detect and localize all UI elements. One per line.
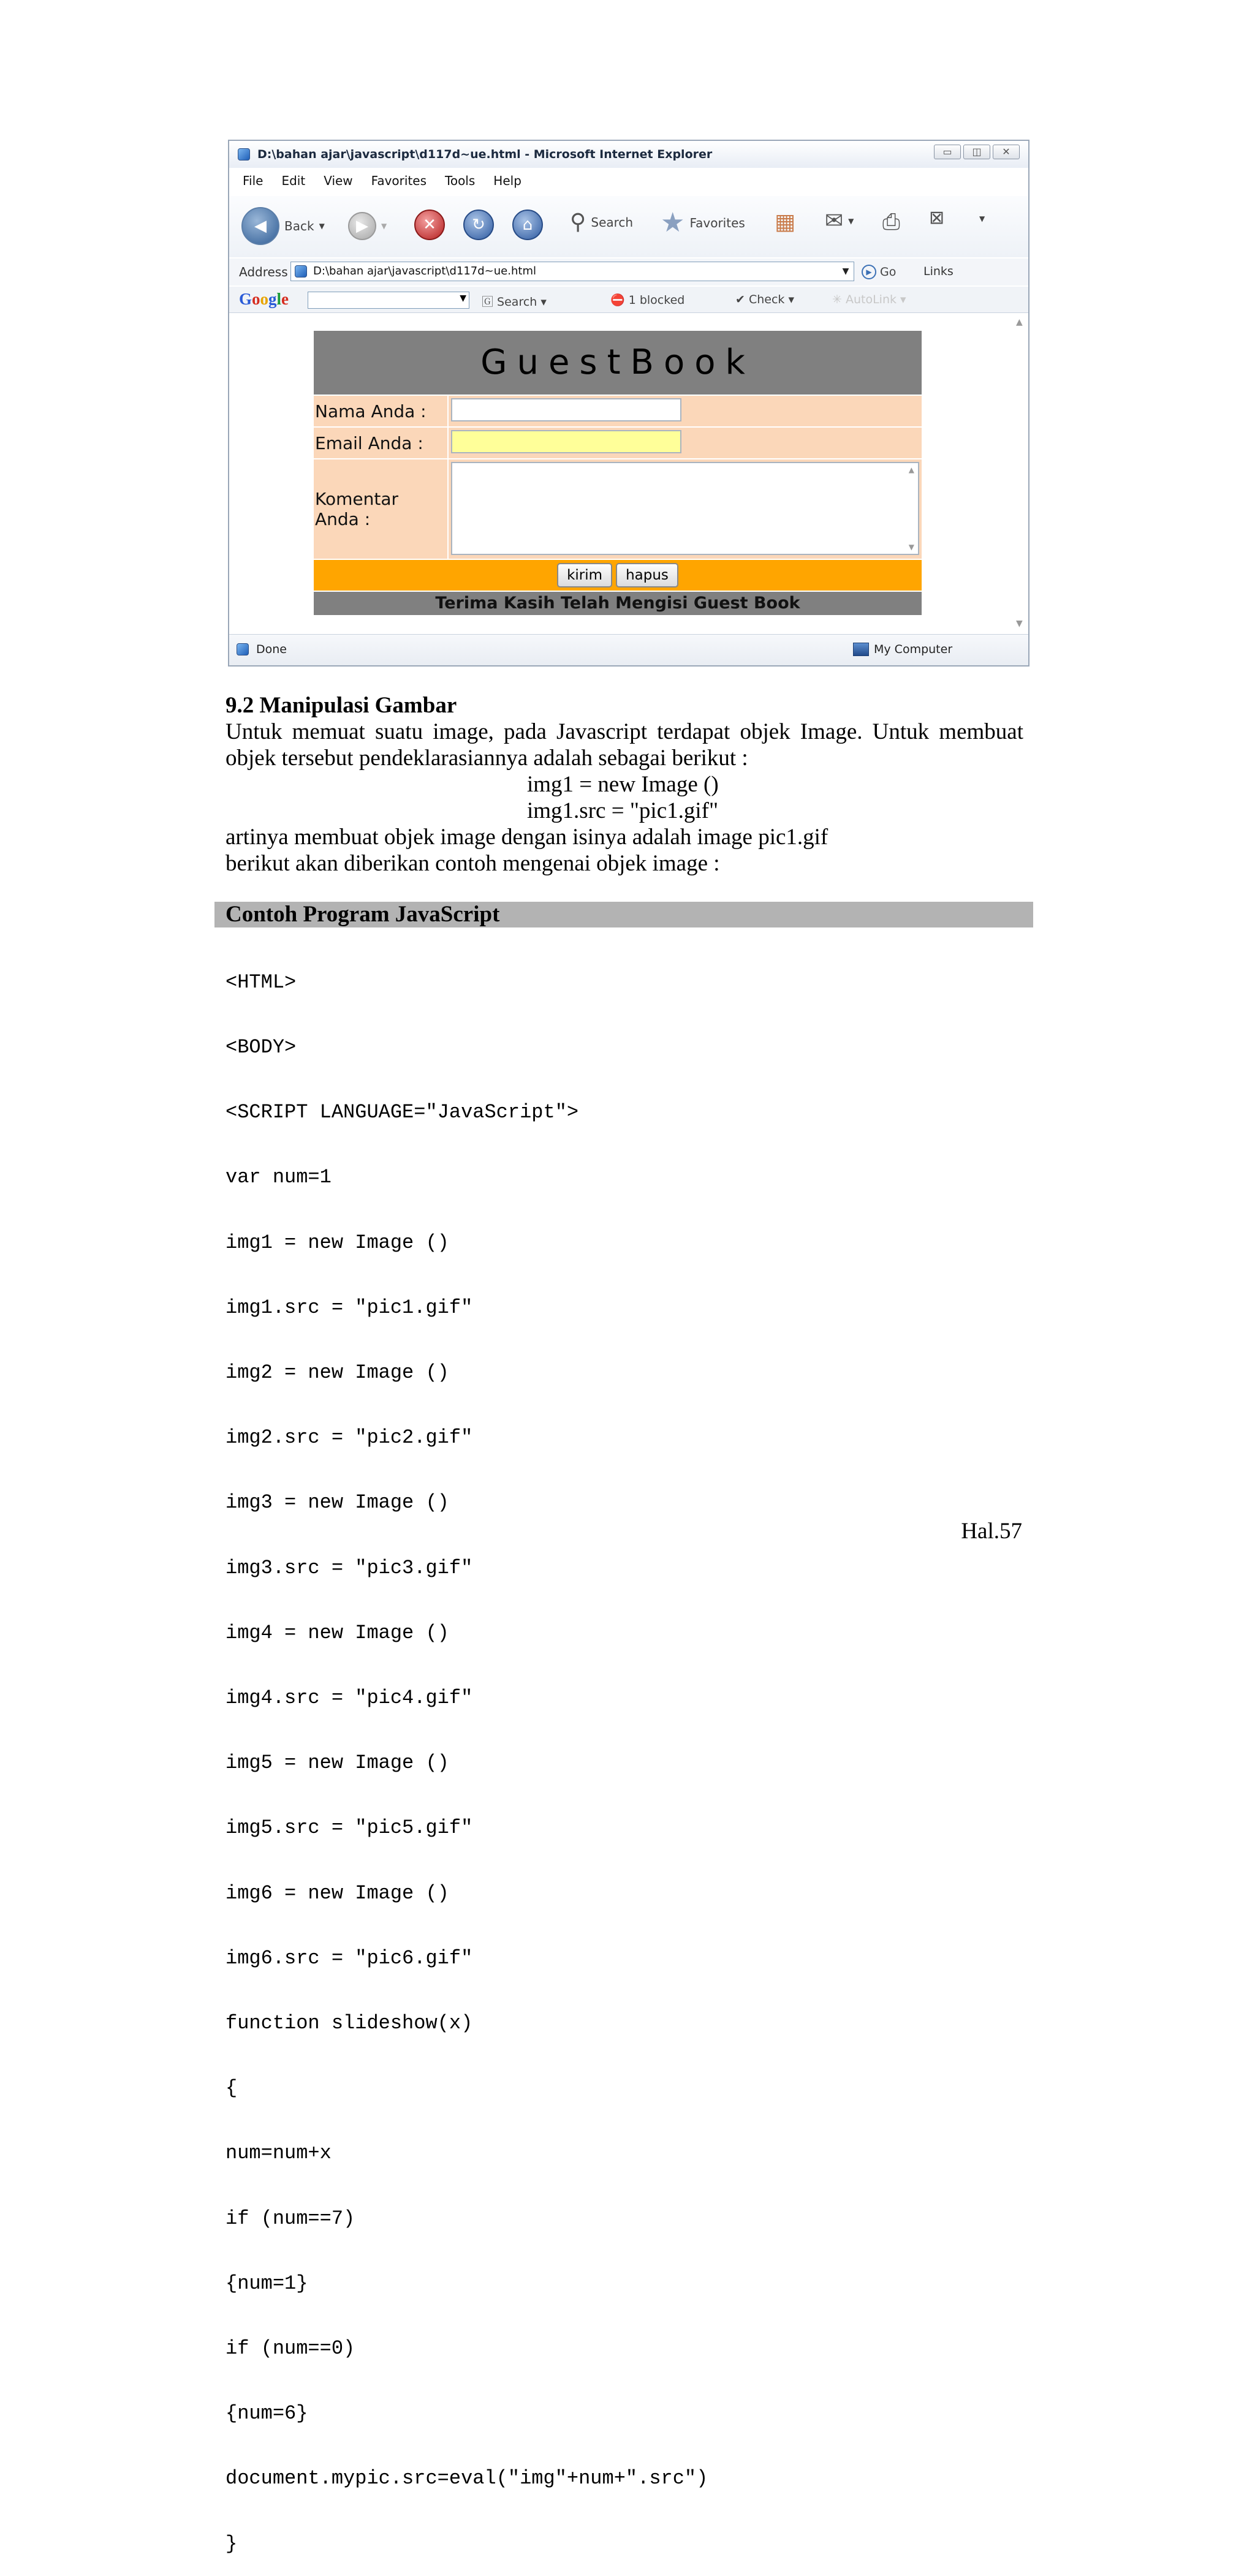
code-line: <BODY>: [226, 1036, 297, 1059]
code-line: img4.src = "pic4.gif": [226, 1686, 473, 1710]
address-input[interactable]: [290, 262, 854, 281]
go-button[interactable]: [862, 265, 896, 279]
code-line: if (num==0): [226, 2337, 355, 2360]
go-label: Go: [880, 265, 897, 279]
stop-button[interactable]: [414, 210, 445, 240]
example-banner: [214, 902, 1033, 927]
go-arrow-icon: ▶: [862, 265, 876, 279]
menu-help[interactable]: Help: [493, 173, 521, 188]
address-bar: [229, 259, 1028, 285]
history-icon: ▦: [775, 210, 796, 235]
email-input[interactable]: [451, 430, 681, 453]
comment-label: Komentar Anda :: [314, 459, 449, 559]
back-button[interactable]: ◀ Back ▼: [241, 207, 325, 245]
search-icon: ⚲: [570, 210, 586, 235]
code-line: {num=6}: [226, 2402, 308, 2425]
address-label: Address: [239, 265, 288, 279]
chevron-down-icon[interactable]: ▼: [460, 293, 466, 303]
code-line: img5.src = "pic5.gif": [226, 1816, 473, 1840]
page-icon: [295, 265, 307, 278]
guestbook-title: GuestBook: [314, 331, 922, 395]
computer-icon: [853, 643, 869, 656]
links-button[interactable]: Links: [923, 265, 954, 278]
page-number: Hal.57: [961, 1519, 1022, 1544]
menu-view[interactable]: View: [324, 173, 353, 188]
submit-button[interactable]: kirim: [557, 563, 612, 587]
comment-textarea[interactable]: [451, 462, 919, 555]
code-line: {num=1}: [226, 2272, 308, 2295]
code-line: img2 = new Image (): [226, 1361, 449, 1384]
intro-paragraph: Untuk memuat suatu image, pada Javascript terdapat objek Image. Untuk membuat objek tersebut pendeklarasiannya adalah sebagai berikut :: [226, 719, 1023, 771]
code-line: <SCRIPT LANGUAGE="JavaScript">: [226, 1101, 579, 1124]
explanation-line-1: artinya membuat objek image dengan isinya adalah image pic1.gif: [226, 825, 828, 850]
minimize-button[interactable]: ▭: [934, 145, 961, 159]
reset-button[interactable]: hapus: [616, 563, 678, 587]
status-text: Done: [256, 643, 287, 656]
close-button[interactable]: ✕: [993, 145, 1020, 159]
popup-blocker[interactable]: ⛔ 1 blocked: [610, 293, 685, 307]
status-bar: [229, 634, 1028, 665]
google-logo[interactable]: Google: [239, 290, 289, 308]
code-line: img1 = new Image (): [226, 1231, 449, 1254]
code-example-line-1: img1 = new Image (): [527, 772, 719, 797]
star-icon: ★: [661, 207, 685, 238]
search-button[interactable]: [570, 210, 633, 235]
back-arrow-icon: ◀: [241, 207, 279, 245]
explanation-line-2: berikut akan diberikan contoh mengenai objek image :: [226, 851, 720, 876]
chevron-down-icon: ▼: [979, 214, 985, 223]
standard-toolbar: [229, 196, 1028, 257]
zone-indicator: [853, 643, 952, 656]
code-line: img2.src = "pic2.gif": [226, 1426, 473, 1449]
refresh-icon: ↻: [463, 210, 494, 240]
mail-icon: ✉: [825, 208, 844, 233]
scroll-down-icon: ▼: [908, 543, 914, 551]
email-label: Email Anda :: [314, 428, 449, 458]
printer-icon: ⎙: [882, 210, 900, 235]
google-search-button[interactable]: 🄶 Search ▾: [482, 295, 547, 309]
code-line: img4 = new Image (): [226, 1621, 449, 1644]
menu-tools[interactable]: Tools: [445, 173, 476, 188]
menu-file[interactable]: File: [243, 173, 264, 188]
scroll-up-icon: ▲: [908, 466, 914, 474]
home-icon: ⌂: [512, 210, 543, 240]
autolink-button[interactable]: ✳ AutoLink ▾: [832, 293, 906, 306]
code-line: }: [226, 2532, 238, 2555]
search-label: Search: [591, 214, 634, 230]
spellcheck-button[interactable]: ✔ Check ▾: [735, 293, 794, 306]
favorites-button[interactable]: [661, 207, 745, 238]
favorites-label: Favorites: [689, 215, 745, 230]
page-content: [229, 314, 1028, 632]
name-input[interactable]: [451, 398, 681, 421]
ie-page-icon: [238, 148, 250, 161]
toolbar-more[interactable]: [979, 214, 985, 223]
forward-button[interactable]: ▶ ▼: [348, 212, 387, 240]
code-line: function slideshow(x): [226, 2012, 473, 2035]
section-heading: 9.2 Manipulasi Gambar: [226, 693, 457, 718]
guestbook-form: [314, 331, 922, 615]
page-scrollbar[interactable]: [1014, 314, 1028, 632]
home-button[interactable]: [512, 210, 543, 240]
code-line: {: [226, 2077, 238, 2100]
edit-button[interactable]: [929, 207, 944, 229]
code-line: document.mypic.src=eval("img"+num+".src"): [226, 2467, 708, 2490]
code-line: img6.src = "pic6.gif": [226, 1946, 473, 1970]
code-line: img3.src = "pic3.gif": [226, 1556, 473, 1579]
chevron-down-icon[interactable]: ▼: [842, 266, 849, 276]
window-title: D:\bahan ajar\javascript\d117d~ue.html - Microsoft Internet Explorer: [257, 148, 713, 161]
mail-button[interactable]: ✉ ▼: [825, 208, 854, 233]
google-toolbar: [229, 287, 1028, 313]
page-icon: [237, 643, 249, 655]
name-label: Nama Anda :: [314, 396, 449, 426]
scroll-down-icon: ▼: [1016, 619, 1023, 629]
stop-icon: ✕: [414, 210, 445, 240]
refresh-button[interactable]: [463, 210, 494, 240]
maximize-button[interactable]: ◫: [963, 145, 990, 159]
print-button[interactable]: [882, 210, 900, 235]
code-line: img6 = new Image (): [226, 1881, 449, 1905]
guestbook-footer: Terima Kasih Telah Mengisi Guest Book: [314, 591, 922, 615]
code-example-line-2: img1.src = "pic1.gif": [527, 798, 719, 823]
edit-icon: ⊠: [929, 207, 945, 229]
code-line: num=num+x: [226, 2142, 332, 2165]
zone-label: My Computer: [874, 643, 953, 656]
forward-arrow-icon: ▶: [348, 212, 376, 240]
code-line: if (num==7): [226, 2207, 355, 2230]
code-line: <HTML>: [226, 970, 297, 994]
example-banner-title: Contoh Program JavaScript: [226, 902, 500, 927]
code-line: img1.src = "pic1.gif": [226, 1296, 473, 1319]
back-label: Back: [284, 219, 314, 233]
browser-screenshot: [228, 140, 1029, 667]
address-value: D:\bahan ajar\javascript\d117d~ue.html: [313, 265, 536, 278]
code-line: img5 = new Image (): [226, 1751, 449, 1775]
code-line: img3 = new Image (): [226, 1491, 449, 1514]
menu-bar: [229, 170, 1028, 191]
code-listing: [226, 928, 708, 2576]
google-search-input[interactable]: [308, 292, 469, 309]
menu-favorites[interactable]: Favorites: [371, 173, 427, 188]
scroll-up-icon: ▲: [1016, 317, 1023, 327]
code-line: var num=1: [226, 1166, 332, 1189]
window-titlebar: [229, 141, 1028, 168]
history-button[interactable]: [775, 210, 795, 235]
menu-edit[interactable]: Edit: [281, 173, 306, 188]
